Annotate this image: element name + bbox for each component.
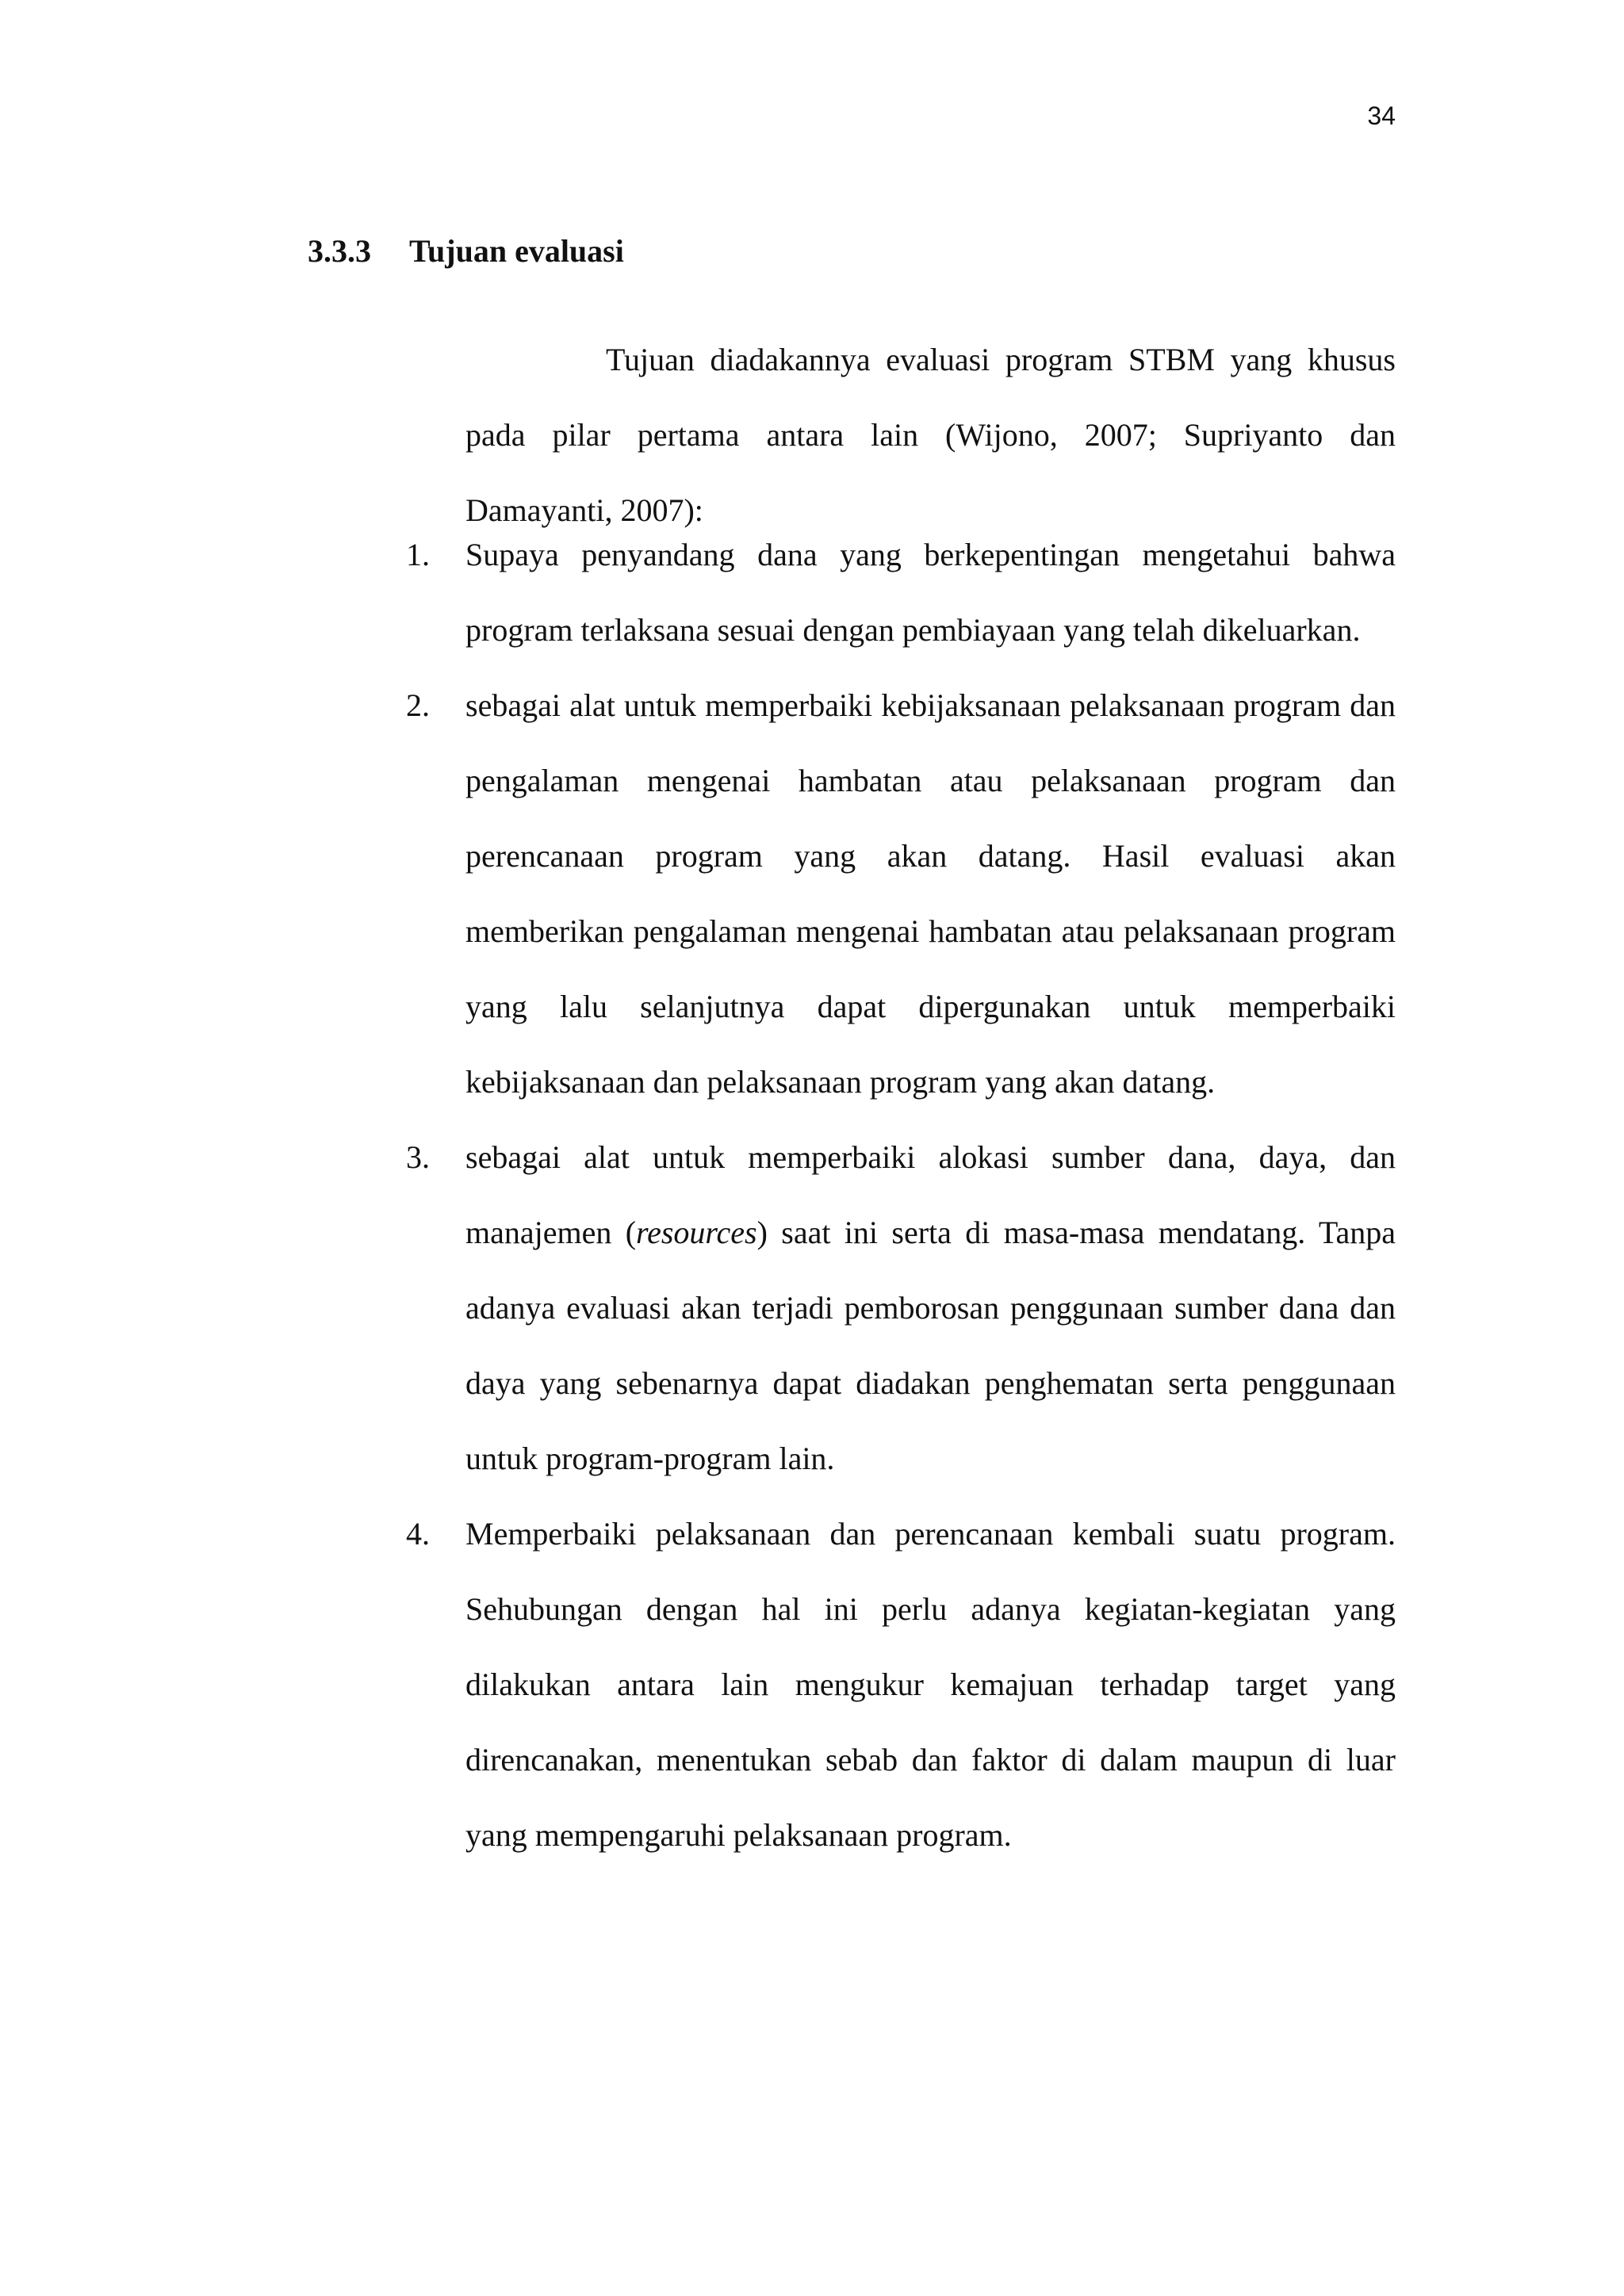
list-item [406,1119,1396,1496]
list-item-text-after: ) saat ini serta di masa-masa mendatang. Tanpa adanya evaluasi akan terjadi pemborosan penggunaan sumber dana dan daya yang sebenarnya dapat diadakan penghematan serta penggunaan untuk program-program lain. [465,1215,1396,1476]
list-item [406,1496,1396,1873]
list-item-text: Supaya penyandang dana yang berkepentingan mengetahui bahwa program terlaksana sesuai dengan pembiayaan yang telah dikeluarkan. [465,537,1396,648]
page-number: 34 [1367,101,1396,130]
list-item [406,668,1396,1119]
intro-paragraph: Tujuan diadakannya evaluasi program STBM yang khusus pada pilar pertama antara lain (Wijono, 2007; Supriyanto dan Damayanti, 2007): [465,342,1396,528]
list-item-text-before: sebagai alat untuk memperbaiki alokasi sumber dana, daya, dan manajemen ( [465,1139,1396,1250]
list-item-text: Memperbaiki pelaksanaan dan perencanaan kembali suatu program. Sehubungan dengan hal ini perlu adanya kegiatan-kegiatan yang dilakukan antara lain mengukur kemajuan terhadap target yang direncanakan, menentukan sebab dan faktor di dalam maupun di luar yang mempengaruhi pelaksanaan program. [465,1516,1396,1853]
section-number: 3.3.3 [308,233,371,269]
list-item-text: sebagai alat untuk memperbaiki kebijaksanaan pelaksanaan program dan pengalaman mengenai hambatan atau pelaksanaan program dan perencanaan program yang akan datang. Hasil evaluasi akan memberikan pengalaman mengenai hambatan atau pelaksanaan program yang lalu selanjutnya dapat dipergunakan untuk memperbaiki kebijaksanaan dan pelaksanaan program yang akan datang. [465,687,1396,1100]
list-marker: 2. [406,687,430,723]
list-marker: 3. [406,1139,430,1175]
numbered-list [406,517,1396,1873]
italic-term: resources [636,1215,757,1250]
section-title: Tujuan evaluasi [409,233,624,269]
section-heading [308,232,624,270]
list-marker: 4. [406,1516,430,1552]
list-item [406,517,1396,668]
list-marker: 1. [406,537,430,572]
